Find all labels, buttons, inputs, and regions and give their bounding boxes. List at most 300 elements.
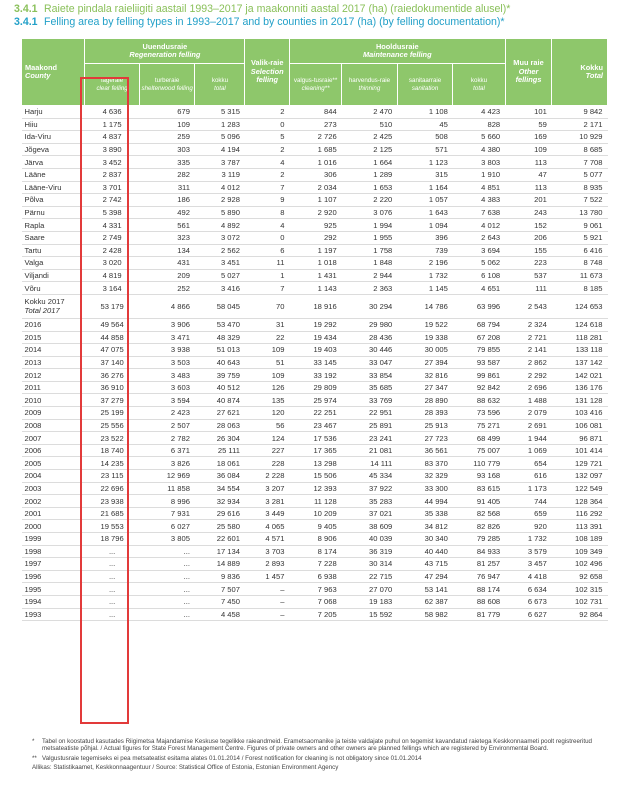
table-cell: 81 779 [453,608,505,621]
table-cell: 3 701 [85,181,139,194]
table-cell: 3 803 [453,156,505,169]
table-cell: 2 562 [195,244,245,257]
table-cell: 2 171 [552,118,608,131]
table-row [22,558,608,571]
row-label: Saare [22,231,85,244]
table-cell: 2 782 [139,432,195,445]
table-cell: 118 281 [552,331,608,344]
table-cell: 70 [245,294,289,318]
table-cell: 108 189 [552,533,608,546]
table-row [22,331,608,344]
row-label: 1993 [22,608,85,621]
table-cell: 8 685 [552,143,608,156]
title-english [14,16,614,29]
table-cell: 3 076 [342,206,398,219]
cleaning-header: valgus-tusraie** cleaning** [289,64,341,106]
table-cell: ... [139,558,195,571]
table-row [22,318,608,331]
table-cell: 17 134 [195,545,245,558]
table-cell: 99 861 [453,369,505,382]
table-cell: 2 220 [342,194,398,207]
table-cell: 223 [505,257,552,270]
table-cell: 40 874 [195,394,245,407]
table-cell: 5 660 [453,131,505,144]
table-row [22,545,608,558]
table-cell: 51 013 [195,344,245,357]
table-cell: 1 108 [397,106,453,119]
table-row [22,219,608,232]
table-cell: 920 [505,520,552,533]
maintenance-header: Hooldusraie Maintenance felling [289,39,505,64]
table-cell: 7 228 [289,558,341,571]
table-cell: 6 [245,244,289,257]
row-label: Rapla [22,219,85,232]
table-row [22,194,608,207]
table-cell: 1 994 [342,219,398,232]
table-row [22,257,608,270]
table-cell: 3 594 [139,394,195,407]
table-cell: ... [85,608,139,621]
table-cell: 2 196 [397,257,453,270]
table-row [22,507,608,520]
row-label: Pärnu [22,206,85,219]
row-label: 1999 [22,533,85,546]
table-cell: 5 096 [195,131,245,144]
table-cell: 1 289 [342,168,398,181]
table-cell: 11 128 [289,495,341,508]
table-cell: 7 931 [139,507,195,520]
table-cell: 33 769 [342,394,398,407]
table-cell: 17 536 [289,432,341,445]
table-cell: 1 758 [342,244,398,257]
table-cell: ... [85,583,139,596]
table-cell: 3 207 [245,482,289,495]
table-cell: 14 235 [85,457,139,470]
row-label: 1997 [22,558,85,571]
table-cell: 6 416 [552,244,608,257]
table-cell: 4 851 [453,181,505,194]
table-cell: 3 826 [139,457,195,470]
table-cell: 508 [397,131,453,144]
table-cell: 6 627 [505,608,552,621]
table-cell: 311 [139,181,195,194]
table-row [22,344,608,357]
table-cell: 14 889 [195,558,245,571]
table-row [22,394,608,407]
table-cell: 3 072 [195,231,245,244]
table-cell: 5 [245,131,289,144]
table-cell: 4 [245,156,289,169]
row-label: Põlva [22,194,85,207]
table-cell: 22 715 [342,570,398,583]
table-cell: 88 632 [453,394,505,407]
table-cell: ... [85,595,139,608]
table-cell: 259 [139,131,195,144]
table-cell: 28 436 [342,331,398,344]
table-cell: 23 467 [289,419,341,432]
table-cell: 124 [245,432,289,445]
regen-total-header: kokku total [195,64,245,106]
table-cell: 92 842 [453,381,505,394]
table-cell: 2 228 [245,470,289,483]
table-cell: 8 996 [139,495,195,508]
table-cell: 22 [245,331,289,344]
table-cell: 102 731 [552,595,608,608]
table-cell: 11 [245,257,289,270]
table-cell: 76 947 [453,570,505,583]
table-cell: 7 507 [195,583,245,596]
table-cell: 2 425 [342,131,398,144]
table-cell: 7 450 [195,595,245,608]
county-header: Maakond County [22,39,85,106]
table-cell: 103 416 [552,407,608,420]
table-cell: 8 935 [552,181,608,194]
table-cell: 30 294 [342,294,398,318]
table-cell: 58 982 [397,608,453,621]
table-cell: 35 338 [397,507,453,520]
table-cell: 2 125 [342,143,398,156]
table-cell: 92 864 [552,608,608,621]
row-label: 2002 [22,495,85,508]
table-cell: 137 142 [552,356,608,369]
table-cell: 25 580 [195,520,245,533]
table-cell: 82 568 [453,507,505,520]
table-cell: 3 703 [245,545,289,558]
table-row [22,231,608,244]
table-cell: 2 [245,168,289,181]
table-cell: 44 994 [397,495,453,508]
table-cell: 3 449 [245,507,289,520]
table-body [22,106,608,621]
table-cell: 19 553 [85,520,139,533]
table-cell: 1 197 [289,244,341,257]
table-cell: 3 483 [139,369,195,382]
table-cell: 1 057 [397,194,453,207]
table-row [22,533,608,546]
table-cell: 25 891 [342,419,398,432]
table-cell: 62 387 [397,595,453,608]
row-label: Võru [22,282,85,295]
table-cell: 209 [139,269,195,282]
table-cell: 2 034 [289,181,341,194]
table-cell: 68 499 [453,432,505,445]
table-row [22,407,608,420]
table-cell: 492 [139,206,195,219]
table-cell: 25 913 [397,419,453,432]
table-cell: 2 324 [505,318,552,331]
table-cell: 101 [505,106,552,119]
table-cell: 1 018 [289,257,341,270]
title-block [14,3,614,29]
table-cell: 6 634 [505,583,552,596]
table-row [22,118,608,131]
table-cell: 25 556 [85,419,139,432]
table-cell: 4 423 [453,106,505,119]
table-cell: 28 890 [397,394,453,407]
table-cell: 32 934 [195,495,245,508]
table-cell: 40 039 [342,533,398,546]
table-cell: 1 145 [397,282,453,295]
table-cell: 83 615 [453,482,505,495]
table-cell: 33 300 [397,482,453,495]
table-cell: 292 [289,231,341,244]
table-row [22,419,608,432]
table-row [22,520,608,533]
maint-total-header: kokku total [453,64,505,106]
table-cell: 23 938 [85,495,139,508]
table-cell: 92 658 [552,570,608,583]
table-cell: 1 732 [505,533,552,546]
table-row [22,206,608,219]
table-cell: 744 [505,495,552,508]
row-label: 2016 [22,318,85,331]
table-cell: 9 836 [195,570,245,583]
table-cell: 25 111 [195,444,245,457]
table-cell: 33 047 [342,356,398,369]
table-cell: 28 063 [195,419,245,432]
table-row [22,156,608,169]
table-cell: 18 740 [85,444,139,457]
table-cell: 4 380 [453,143,505,156]
table-cell: 3 119 [195,168,245,181]
table-cell: 3 451 [195,257,245,270]
table-cell: 4 331 [85,219,139,232]
table-cell: 2 428 [85,244,139,257]
table-cell: 9 842 [552,106,608,119]
table-cell: 28 393 [397,407,453,420]
table-cell: 4 866 [139,294,195,318]
table-cell: 2 [245,143,289,156]
row-label: 2004 [22,470,85,483]
shelterwood-header: turberaie shelterwood felling [139,64,195,106]
table-cell: 79 855 [453,344,505,357]
table-cell: 134 [139,244,195,257]
table-cell: 120 [245,407,289,420]
table-cell: 88 174 [453,583,505,596]
table-cell: 26 304 [195,432,245,445]
table-cell: 8 174 [289,545,341,558]
table-cell: 306 [289,168,341,181]
table-cell: 4 651 [453,282,505,295]
row-label: Valga [22,257,85,270]
table-cell: 679 [139,106,195,119]
table-cell: 152 [505,219,552,232]
table-cell: 282 [139,168,195,181]
table-cell: 335 [139,156,195,169]
table-cell: 3 890 [85,143,139,156]
table-cell: 396 [397,231,453,244]
table-cell: 58 045 [195,294,245,318]
table-cell: 15 506 [289,470,341,483]
table-cell: 1 164 [397,181,453,194]
table-cell: 23 115 [85,470,139,483]
row-label: 2007 [22,432,85,445]
table-cell: 73 596 [453,407,505,420]
table-cell: 129 721 [552,457,608,470]
table-cell: 1 143 [289,282,341,295]
table-cell: 9 [245,194,289,207]
table-cell: 315 [397,168,453,181]
row-label: 1998 [22,545,85,558]
table-cell: 1 [245,269,289,282]
table-cell: 53 179 [85,294,139,318]
thinning-header: harvendus-raie thinning [342,64,398,106]
table-cell: 21 685 [85,507,139,520]
table-cell: 3 416 [195,282,245,295]
row-label: 2009 [22,407,85,420]
table-cell: 1 069 [505,444,552,457]
row-label: Lääne [22,168,85,181]
table-cell: 22 696 [85,482,139,495]
table-cell: 13 298 [289,457,341,470]
table-cell: 47 294 [397,570,453,583]
selection-header: Valik-raie Selection felling [245,39,289,106]
footnotes [32,738,610,772]
table-cell: 33 145 [289,356,341,369]
table-cell: 0 [245,118,289,131]
table-cell: 11 673 [552,269,608,282]
table-cell: 1 685 [289,143,341,156]
table-cell: 37 922 [342,482,398,495]
table-cell: 2 507 [139,419,195,432]
table-cell: 9 061 [552,219,608,232]
table-cell: 37 021 [342,507,398,520]
table-cell: 3 694 [453,244,505,257]
table-cell: 48 329 [195,331,245,344]
row-label: 2010 [22,394,85,407]
table-cell: 3 281 [245,495,289,508]
table-cell: 29 809 [289,381,341,394]
table-cell: 6 108 [453,269,505,282]
table-cell: 37 279 [85,394,139,407]
table-cell: 126 [245,381,289,394]
table-cell: 13 780 [552,206,608,219]
table-cell: 109 [245,369,289,382]
table-cell: ... [85,570,139,583]
table-cell: 133 118 [552,344,608,357]
table-cell: 31 [245,318,289,331]
table-cell: 1 848 [342,257,398,270]
table-cell: 19 292 [289,318,341,331]
row-label: 1995 [22,583,85,596]
table-cell: 32 329 [397,470,453,483]
title-text-et: Raiete pindala raieliigiti aastail 1993–2017 ja maakonniti aastal 2017 (ha) (raiedokumentide alusel)* [44,3,511,15]
table-cell: 9 405 [289,520,341,533]
table-cell: 5 921 [552,231,608,244]
table-cell: 2 893 [245,558,289,571]
table-cell: 93 168 [453,470,505,483]
clear-felling-header: lageraie clear felling [85,64,139,106]
table-cell: 2 079 [505,407,552,420]
table-cell: 7 [245,181,289,194]
table-cell: 33 854 [342,369,398,382]
row-label: Hiiu [22,118,85,131]
table-cell: 155 [505,244,552,257]
table-cell: 4 383 [453,194,505,207]
table-cell: 135 [245,394,289,407]
table-cell: 30 005 [397,344,453,357]
table-cell: 2 920 [289,206,341,219]
table-cell: 561 [139,219,195,232]
table-cell: 47 [505,168,552,181]
table-cell: 2 944 [342,269,398,282]
table-cell: 6 673 [505,595,552,608]
table-cell: 84 933 [453,545,505,558]
table-cell: 844 [289,106,341,119]
table-cell: 1 664 [342,156,398,169]
table-cell: 38 609 [342,520,398,533]
table-cell: ... [139,570,195,583]
table-cell: 131 128 [552,394,608,407]
table-cell: 4 636 [85,106,139,119]
table-cell: 2 691 [505,419,552,432]
title-number-et: 3.4.1 [14,3,38,15]
table-cell: 3 164 [85,282,139,295]
table-row [22,595,608,608]
table-cell: 136 176 [552,381,608,394]
table-cell: 40 440 [397,545,453,558]
table-cell: 23 522 [85,432,139,445]
table-cell: 2 721 [505,331,552,344]
table-cell: 0 [245,231,289,244]
table-cell: 2 928 [195,194,245,207]
table-cell: – [245,583,289,596]
table-cell: 739 [397,244,453,257]
table-cell: 36 319 [342,545,398,558]
table-cell: 32 816 [397,369,453,382]
row-label: 2001 [22,507,85,520]
table-row [22,143,608,156]
table-header [22,39,608,106]
table-cell: 3 579 [505,545,552,558]
table-cell: 186 [139,194,195,207]
table-cell: 22 601 [195,533,245,546]
table-cell: 925 [289,219,341,232]
table-cell: 109 [505,143,552,156]
table-cell: 1 910 [453,168,505,181]
table-row [22,168,608,181]
table-cell: 116 292 [552,507,608,520]
row-label: 2015 [22,331,85,344]
table-cell: 36 084 [195,470,245,483]
table-cell: 8 906 [289,533,341,546]
table-cell: 17 365 [289,444,341,457]
row-label: 2008 [22,419,85,432]
table-cell: 1 955 [342,231,398,244]
table-cell: 122 549 [552,482,608,495]
table-cell: 8 [245,206,289,219]
table-cell: 2 837 [85,168,139,181]
table-row [22,282,608,295]
table-cell: 323 [139,231,195,244]
table-cell: 36 561 [397,444,453,457]
table-cell: 27 621 [195,407,245,420]
table-cell: 15 592 [342,608,398,621]
table-cell: 510 [342,118,398,131]
table-cell: 106 081 [552,419,608,432]
table-cell: 101 414 [552,444,608,457]
table-cell: 1 457 [245,570,289,583]
table-cell: 102 315 [552,583,608,596]
total-header: Kokku Total [552,39,608,106]
table-cell: 169 [505,131,552,144]
table-cell: 8 748 [552,257,608,270]
source-line: Allikas: Statistikaamet, Keskkonnaagentuur / Source: Statistical Office of Estonia, Estonian Environment Agency [32,764,339,772]
table-cell: 2 643 [453,231,505,244]
table-cell: 10 929 [552,131,608,144]
table-row [22,583,608,596]
table-cell: 75 271 [453,419,505,432]
